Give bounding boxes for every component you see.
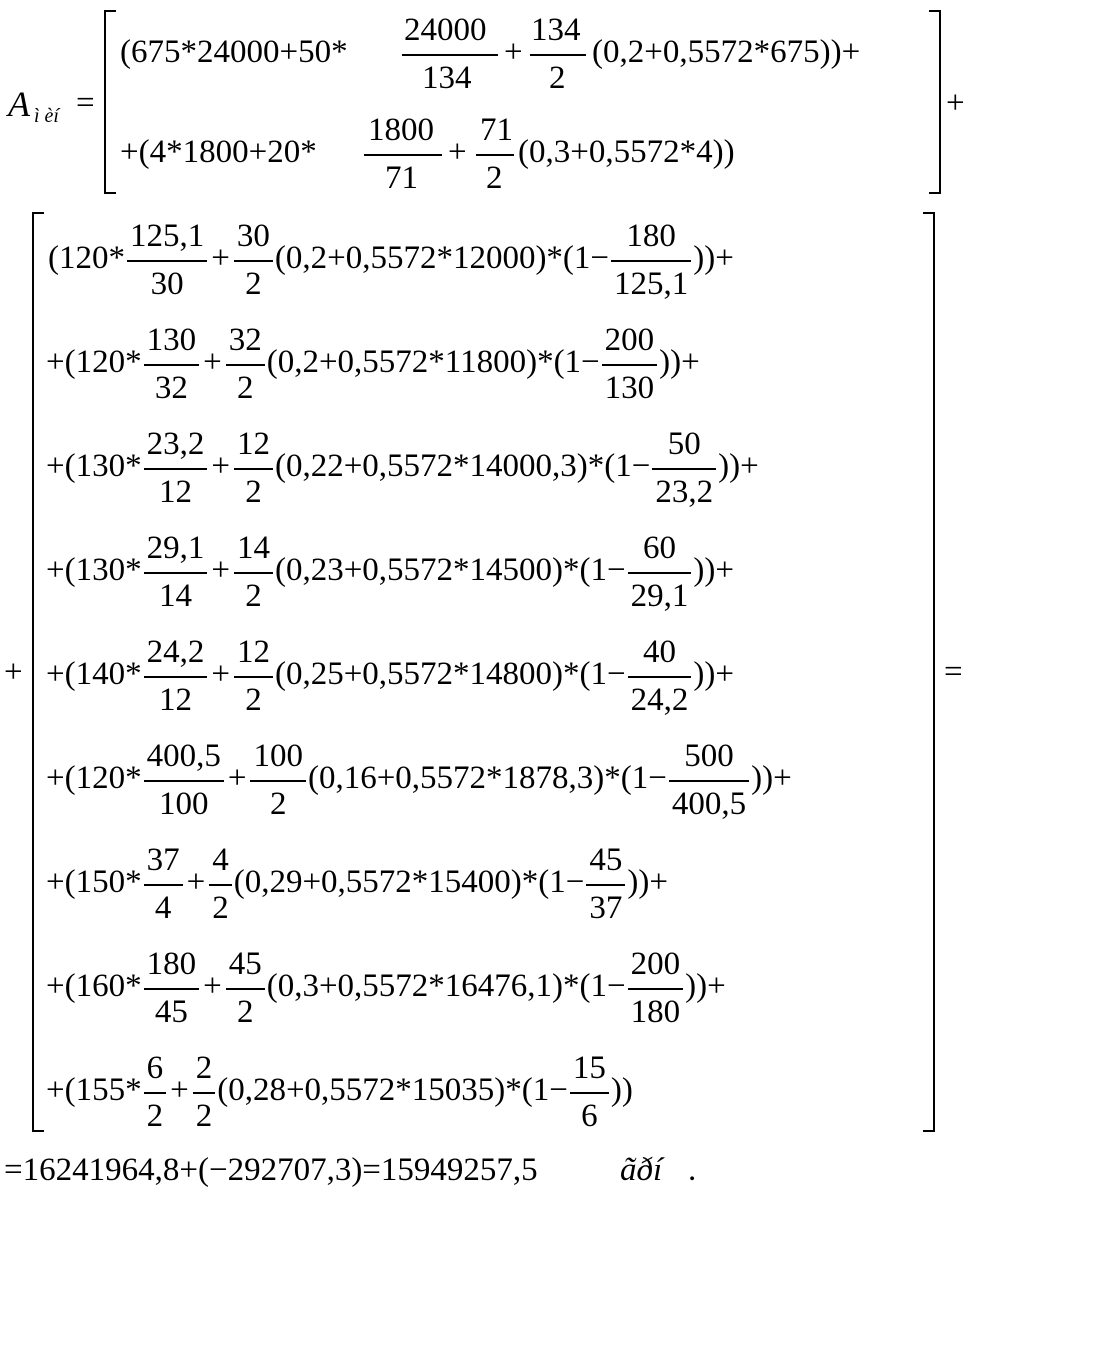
row-fraction-a-numerator: 180	[146, 946, 197, 982]
row-fraction-c-numerator: 50	[667, 426, 701, 462]
row-fraction-b-numerator: 45	[228, 946, 262, 982]
row-fraction-a-bar	[127, 260, 207, 262]
block1-line1-post: (0,2+0,5572*675))+	[592, 34, 861, 70]
row-prefix: +(130*	[46, 448, 142, 484]
row-fraction-a-bar	[144, 572, 208, 574]
row-fraction-c-numerator: 500	[684, 738, 734, 774]
row-suffix: ))+	[659, 344, 700, 380]
block1-line1-fraction1-numerator: 24000	[404, 12, 487, 48]
block1-line2-fraction1-numerator: 1800	[368, 112, 434, 148]
row-fraction-c-denominator: 37	[589, 890, 623, 926]
block1-line1-fraction1-bar	[402, 54, 498, 56]
row-prefix: +(160*	[46, 968, 142, 1004]
row-fraction-a-denominator: 100	[158, 786, 209, 822]
row-fraction-b-bar	[209, 884, 232, 886]
row-fraction-b-denominator: 2	[245, 682, 262, 718]
row-plus: +	[170, 1072, 189, 1108]
row-fraction-c-numerator: 40	[643, 634, 677, 670]
block1-left-bracket	[104, 10, 116, 194]
row-fraction-a-bar	[144, 364, 200, 366]
row-fraction-c-denominator: 6	[581, 1098, 598, 1134]
row-plus: +	[227, 760, 247, 796]
row-suffix: ))+	[693, 656, 734, 692]
row-fraction-b-bar	[234, 468, 273, 470]
block1-line2-mid: +	[448, 134, 467, 170]
formula-equals: =	[76, 85, 95, 121]
row-fraction-a-denominator: 14	[158, 578, 192, 614]
formula-variable-subscript: ì èí	[34, 105, 59, 127]
block1-line2-fraction2-numerator: 71	[480, 112, 513, 148]
row-fraction-a-numerator: 37	[146, 842, 180, 878]
row-prefix: +(120*	[46, 760, 142, 796]
row-fraction-c-denominator: 130	[604, 370, 655, 406]
row-fraction-c-denominator: 23,2	[655, 474, 714, 510]
block1-right-bracket	[929, 10, 941, 194]
row-fraction-c-denominator: 400,5	[671, 786, 747, 822]
block1-line1-fraction2-numerator: 134	[531, 12, 581, 48]
block1-line1-pre: (675*24000+50*	[120, 34, 348, 70]
row-plus: +	[211, 240, 230, 276]
block1-line2-fraction2-bar	[476, 154, 514, 156]
block1-line2-fraction1-denominator: 71	[385, 160, 418, 196]
row-prefix: +(140*	[46, 656, 142, 692]
row-fraction-b-numerator: 30	[236, 218, 270, 254]
block2-right-bracket	[923, 212, 935, 1132]
row-plus: +	[211, 552, 230, 588]
row-fraction-c-denominator: 125,1	[614, 266, 689, 302]
result-unit: ãðí	[620, 1152, 663, 1188]
row-middle: (0,28+0,5572*15035)*(1−	[217, 1072, 568, 1108]
row-plus: +	[203, 344, 222, 380]
row-prefix: +(150*	[46, 864, 142, 900]
row-fraction-a-numerator: 6	[146, 1050, 164, 1086]
row-fraction-b-denominator: 2	[236, 370, 254, 406]
row-plus: +	[203, 968, 222, 1004]
row-fraction-c-bar	[602, 364, 658, 366]
row-fraction-b-bar	[193, 1092, 216, 1094]
row-fraction-a-denominator: 2	[146, 1098, 164, 1134]
row-fraction-a-bar	[144, 884, 183, 886]
block1-line1-mid: +	[504, 34, 523, 70]
row-fraction-a-bar	[144, 780, 224, 782]
row-fraction-c-denominator: 29,1	[630, 578, 689, 614]
row-fraction-b-numerator: 4	[212, 842, 229, 878]
row-fraction-c-bar	[628, 572, 692, 574]
row-fraction-b-numerator: 12	[236, 426, 270, 462]
row-fraction-b-bar	[226, 364, 265, 366]
row-fraction-a-bar	[144, 468, 208, 470]
row-middle: (0,16+0,5572*1878,3)*(1−	[307, 760, 667, 796]
row-fraction-b-numerator: 12	[236, 634, 270, 670]
row-middle: (0,25+0,5572*14800)*(1−	[274, 656, 626, 692]
block1-trailing-plus: +	[946, 85, 965, 121]
row-fraction-a-numerator: 400,5	[146, 738, 221, 774]
result-text: =16241964,8+(−292707,3)=15949257,5	[4, 1152, 538, 1188]
row-fraction-a-denominator: 45	[154, 994, 188, 1030]
row-middle: (0,22+0,5572*14000,3)*(1−	[274, 448, 651, 484]
row-fraction-a-bar	[144, 676, 208, 678]
row-fraction-a-numerator: 23,2	[146, 426, 205, 462]
block2-equals: =	[944, 654, 963, 690]
row-fraction-b-denominator: 2	[269, 786, 287, 822]
block2-left-bracket	[32, 212, 44, 1132]
block1-line2-pre: +(4*1800+20*	[120, 134, 317, 170]
row-fraction-a-denominator: 4	[154, 890, 172, 926]
row-fraction-c-bar	[628, 988, 684, 990]
row-fraction-b-bar	[250, 780, 306, 782]
row-fraction-c-denominator: 180	[630, 994, 681, 1030]
row-fraction-b-denominator: 2	[212, 890, 229, 926]
row-fraction-a-denominator: 32	[154, 370, 188, 406]
row-fraction-a-bar	[144, 1092, 167, 1094]
row-fraction-a-numerator: 125,1	[129, 218, 205, 254]
row-middle: (0,3+0,5572*16476,1)*(1−	[266, 968, 626, 1004]
row-fraction-a-numerator: 130	[146, 322, 197, 358]
row-fraction-a-denominator: 12	[158, 474, 192, 510]
row-middle: (0,23+0,5572*14500)*(1−	[274, 552, 626, 588]
block1-line2-post: (0,3+0,5572*4))	[518, 134, 735, 170]
row-fraction-a-denominator: 30	[150, 266, 184, 302]
row-fraction-b-numerator: 100	[253, 738, 303, 774]
row-fraction-c-bar	[586, 884, 625, 886]
row-middle: (0,29+0,5572*15400)*(1−	[233, 864, 585, 900]
block1-line1-fraction1-denominator: 134	[422, 60, 472, 96]
row-fraction-b-bar	[234, 572, 273, 574]
row-suffix: ))+	[693, 240, 734, 276]
row-fraction-c-bar	[652, 468, 716, 470]
row-fraction-b-denominator: 2	[245, 474, 262, 510]
row-fraction-b-denominator: 2	[236, 994, 254, 1030]
row-plus: +	[211, 448, 230, 484]
row-fraction-b-denominator: 2	[245, 578, 262, 614]
row-fraction-b-numerator: 14	[236, 530, 270, 566]
row-fraction-a-bar	[144, 988, 200, 990]
row-fraction-c-numerator: 180	[626, 218, 676, 254]
row-fraction-a-denominator: 12	[158, 682, 192, 718]
row-fraction-a-numerator: 29,1	[146, 530, 205, 566]
row-prefix: +(120*	[46, 344, 142, 380]
block1-line2-fraction2-denominator: 2	[486, 160, 503, 196]
row-suffix: ))+	[685, 968, 726, 1004]
row-suffix: ))+	[718, 448, 759, 484]
row-fraction-a-numerator: 24,2	[146, 634, 205, 670]
row-prefix: (120*	[48, 240, 125, 276]
row-fraction-b-denominator: 2	[245, 266, 262, 302]
row-fraction-c-bar	[611, 260, 691, 262]
row-fraction-b-bar	[234, 260, 273, 262]
row-fraction-c-numerator: 45	[589, 842, 623, 878]
row-fraction-c-numerator: 200	[604, 322, 655, 358]
row-suffix: ))	[610, 1072, 633, 1108]
row-fraction-c-bar	[628, 676, 692, 678]
row-fraction-c-bar	[669, 780, 749, 782]
block1-line1-fraction2-bar	[530, 54, 586, 56]
block1-line1-fraction2-denominator: 2	[549, 60, 566, 96]
row-fraction-c-denominator: 24,2	[630, 682, 689, 718]
row-fraction-c-numerator: 200	[630, 946, 681, 982]
row-fraction-b-numerator: 2	[195, 1050, 213, 1086]
block2-leading-plus: +	[4, 654, 23, 690]
formula-variable: A	[8, 84, 30, 124]
row-plus: +	[211, 656, 230, 692]
row-plus: +	[186, 864, 206, 900]
row-fraction-c-numerator: 60	[643, 530, 677, 566]
row-fraction-b-bar	[226, 988, 265, 990]
row-suffix: ))+	[627, 864, 668, 900]
row-middle: (0,2+0,5572*12000)*(1−	[274, 240, 610, 276]
row-prefix: +(155*	[46, 1072, 142, 1108]
row-prefix: +(130*	[46, 552, 142, 588]
row-fraction-b-bar	[234, 676, 273, 678]
row-middle: (0,2+0,5572*11800)*(1−	[266, 344, 600, 380]
row-suffix: ))+	[693, 552, 734, 588]
result-period: .	[688, 1152, 697, 1188]
row-fraction-c-bar	[570, 1092, 609, 1094]
row-suffix: ))+	[751, 760, 792, 796]
row-fraction-c-numerator: 15	[572, 1050, 606, 1086]
row-fraction-b-numerator: 32	[228, 322, 262, 358]
block1-line2-fraction1-bar	[364, 154, 442, 156]
row-fraction-b-denominator: 2	[195, 1098, 213, 1134]
